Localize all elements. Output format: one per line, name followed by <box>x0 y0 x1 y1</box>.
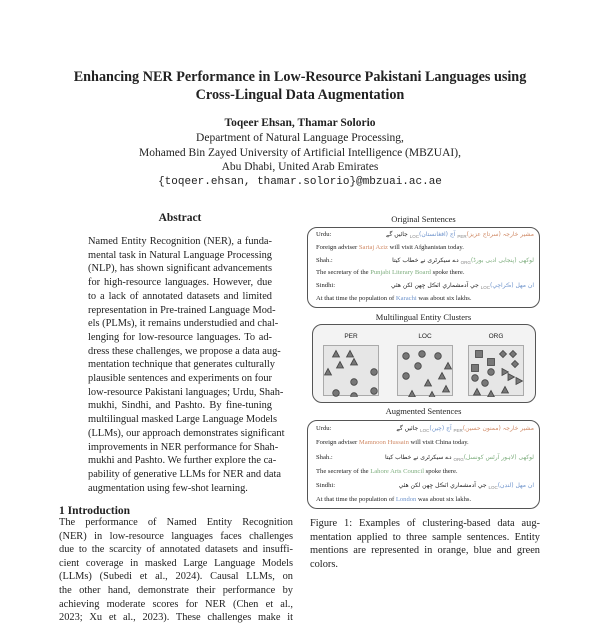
cluster-title-per: PER <box>344 333 358 340</box>
cluster-point-triangle <box>502 387 509 394</box>
cluster-point-circle <box>403 373 410 380</box>
email: {toqeer.ehsan, thamar.solorio}@mbzuai.ac.ae <box>158 175 442 188</box>
cluster-point-triangle <box>425 380 432 387</box>
language-label: Sindhi: <box>316 282 336 289</box>
cluster-point-triangle <box>445 363 452 370</box>
paper-title <box>40 68 560 104</box>
language-label: Shah.: <box>316 453 333 461</box>
cluster-point-triangle <box>409 391 416 398</box>
cluster-org <box>468 345 524 396</box>
abstract-line: improvements in NER performance for Shah- <box>88 441 279 453</box>
cluster-point-square <box>476 351 483 358</box>
source-sentence <box>316 425 534 435</box>
cluster-point-triangle <box>443 386 450 393</box>
figure-caption-line: colors. <box>310 558 338 570</box>
abstract-line: augmentation using few-shot learning. <box>88 482 248 494</box>
entity-mention-english: Punjabi Literary Board <box>370 269 431 277</box>
abstract-line: mukhi, Sindhi, and Pashto. By fine-tuning <box>88 400 272 412</box>
abstract-line: (NLP), has shown significant advancements <box>88 263 272 275</box>
english-translation <box>316 468 534 475</box>
cluster-point-diamond <box>512 361 519 368</box>
abstract-line: els (PLMs), it remains understudied and chal- <box>88 318 279 330</box>
native-sentence <box>385 454 534 462</box>
abstract-line: dress these challenges, we propose a data aug- <box>88 345 281 357</box>
abstract-line: multilingual masked Large Language Models <box>88 414 278 426</box>
entity-tag: ORG <box>460 259 471 265</box>
entity-mention-english: Lahore Arts Council <box>370 467 425 475</box>
cluster-point-circle <box>403 353 410 360</box>
intro-line: due to the scarcity of annotated datasets and insuffi- <box>59 544 293 556</box>
translation-text: The secretary of the <box>316 269 371 277</box>
cluster-point-triangle <box>325 369 332 376</box>
intro-line: the other hand, demonstrate their performance by <box>59 585 293 596</box>
source-sentence <box>316 454 534 464</box>
entity-mention: لوکھی (پنجابی ادبی بورڈ) <box>470 256 534 264</box>
cluster-point-square <box>488 359 495 366</box>
figure-caption-line: Figure 1: Examples of clustering-based data aug- <box>310 518 540 529</box>
intro-line: (LLMs) (Subedi et al., 2024). Causal LLMs, on <box>59 571 293 583</box>
title-line: Cross-Lingual Data Augmentation <box>195 87 405 103</box>
affiliation <box>40 131 560 189</box>
cluster-point-circle <box>472 375 479 382</box>
entity-tag: LOC <box>420 428 430 434</box>
section-heading-introduction: 1 Introduction <box>59 505 131 517</box>
cluster-point-triangle <box>333 351 340 358</box>
cluster-point-diamond <box>500 351 507 358</box>
native-sentence <box>391 282 534 290</box>
sentence-fragment: آج (چین) <box>429 425 454 432</box>
cluster-point-circle <box>371 388 378 395</box>
affiliation-line: Department of Natural Language Processing, <box>196 132 404 144</box>
sentence-fragment: جائیں گے <box>396 425 421 432</box>
cluster-title-org: ORG <box>488 333 504 340</box>
cluster-point-circle <box>351 393 358 397</box>
language-label: Shah.: <box>316 256 333 264</box>
native-sentence <box>399 482 534 490</box>
entity-tag: PER <box>457 234 467 240</box>
cluster-point-triangle <box>516 378 523 385</box>
entity-mention: مشیر خارجہ (ممنون حسین) <box>462 425 534 432</box>
augmented-sentences-label: Augmented Sentences <box>385 406 462 416</box>
abstract-line: low-resource Pakistani languages; Urdu, Shah- <box>88 386 284 398</box>
sentence-fragment: جي آدمشماري اٽڪل ڇهن لکن هئي <box>398 482 489 489</box>
entity-mention: ان مهل (ڪراچي) <box>490 282 534 289</box>
translation-text: will visit Afghanistan today. <box>387 243 464 251</box>
sentence-fragment: جائیں گے <box>385 231 410 238</box>
translation-text: Foreign adviser <box>316 243 359 251</box>
cluster-point-triangle <box>351 359 358 366</box>
source-sentence <box>316 282 534 292</box>
cluster-point-square <box>472 365 479 372</box>
abstract-line: representation in Pre-trained Language Mod- <box>88 304 276 316</box>
cluster-point-circle <box>351 379 358 386</box>
abstract-line: to a lack of annotated datasets and limited <box>88 290 272 302</box>
cluster-point-circle <box>488 369 495 376</box>
cluster-title-loc: LOC <box>418 333 432 340</box>
entity-mention-english: London <box>395 496 417 504</box>
english-translation <box>316 295 534 302</box>
entity-mention: لوکھی (لاہور آرٹس کونسل) <box>463 453 534 461</box>
title-line: Enhancing NER Performance in Low-Resource Pakistani Languages using <box>73 69 527 85</box>
clusters-label: Multilingual Entity Clusters <box>375 312 472 322</box>
intro-line: 2023; Xu et al., 2023). These challenges make it <box>59 612 293 624</box>
language-label: Urdu: <box>316 231 332 238</box>
cluster-point-circle <box>435 353 442 360</box>
cluster-point-triangle <box>502 369 509 376</box>
affiliation-line: Abu Dhabi, United Arab Emirates <box>221 161 379 174</box>
cluster-point-triangle <box>347 351 354 358</box>
translation-text: At that time the population of <box>316 294 396 302</box>
source-sentence <box>316 482 534 492</box>
cluster-point-triangle <box>488 391 495 398</box>
abstract-line: mukhi and Pashto. We further explore the ca- <box>88 455 277 467</box>
intro-line: cient coverage in masked Large Language Models <box>59 557 293 569</box>
entity-tag: ORG <box>453 456 464 462</box>
figure-caption-line: mentation applied to three sample sentences. Entity <box>310 531 540 543</box>
translation-text: spoke there. <box>424 467 458 475</box>
cluster-point-circle <box>371 369 378 376</box>
intro-line: The performance of Named Entity Recognition <box>59 517 293 528</box>
entity-tag: PER <box>453 428 463 434</box>
entity-tag: LOC <box>488 485 498 491</box>
native-sentence <box>386 231 534 239</box>
abstract-line: mentation technique that generates culturally <box>88 359 275 371</box>
abstract-line: Named Entity Recognition (NER), a funda- <box>88 236 272 247</box>
intro-line: achieving moderate scores for NER (Chen et al., <box>59 598 293 610</box>
language-label: Urdu: <box>316 425 332 432</box>
abstract-line: for high-resource languages. However, due <box>88 277 272 289</box>
language-label: Sindhi: <box>316 482 336 489</box>
cluster-point-triangle <box>337 362 344 369</box>
cluster-point-circle <box>415 363 422 370</box>
abstract-line: mental task in Natural Language Processing <box>88 249 272 261</box>
translation-text: spoke there. <box>430 269 465 277</box>
sentence-fragment: آج (افغانستان) <box>419 231 458 238</box>
cluster-point-triangle <box>429 392 436 398</box>
translation-text: At that time the population of <box>316 496 396 504</box>
cluster-point-circle <box>482 380 489 387</box>
entity-mention: مشیر خارجہ (سرتاج عزیز) <box>466 231 534 238</box>
cluster-point-triangle <box>474 389 481 396</box>
original-sentences-label: Original Sentences <box>391 214 456 224</box>
entity-tag: LOC <box>409 234 420 240</box>
entity-mention-english: Sartaj Aziz <box>358 243 388 251</box>
entity-mention: ان مهل (لنڊن) <box>497 482 534 489</box>
translation-text: was about six lakhs. <box>416 294 472 302</box>
native-sentence <box>396 425 534 433</box>
translation-text: will visit China today. <box>408 439 469 447</box>
english-translation <box>316 269 534 276</box>
cluster-loc <box>397 345 453 396</box>
sentence-fragment: دے سیکرٹری نے خطاب کیتا <box>384 453 454 461</box>
cluster-point-triangle <box>439 373 446 380</box>
english-translation <box>316 439 534 446</box>
entity-mention-english: Karachi <box>395 294 417 302</box>
abstract-heading: Abstract <box>158 212 202 224</box>
entity-tag: LOC <box>480 285 490 291</box>
english-translation <box>316 496 534 503</box>
figure-caption-line: mentions are represented in orange, blue and green <box>310 545 540 557</box>
entity-mention-english: Mamnoon Hussain <box>358 439 409 447</box>
abstract-line: pability of generative LLMs for NER and data <box>88 468 282 480</box>
abstract-line: (LLMs), our approach demonstrates significant <box>88 427 285 439</box>
translation-text: Foreign adviser <box>316 439 359 447</box>
abstract-line: lenging for low-resource languages. To ad- <box>88 331 272 343</box>
english-translation <box>316 244 534 251</box>
cluster-point-circle <box>419 351 426 358</box>
sentence-fragment: دے سیکرٹری نے خطاب کیتا <box>392 256 461 264</box>
source-sentence <box>316 257 534 267</box>
cluster-point-diamond <box>510 351 517 358</box>
affiliation-line: Mohamed Bin Zayed University of Artificial Intelligence (MBZUAI), <box>139 146 461 159</box>
cluster-point-triangle <box>508 374 515 381</box>
translation-text: was about six lakhs. <box>416 496 472 504</box>
abstract-line: plausible sentences and experiments on four <box>88 373 272 384</box>
authors: Toqeer Ehsan, Thamar Solorio <box>224 117 376 129</box>
translation-text: The secretary of the <box>316 467 371 475</box>
native-sentence <box>392 257 534 265</box>
cluster-point-circle <box>333 390 340 397</box>
intro-line: (NER) in low-resource languages faces challenges <box>59 530 293 542</box>
source-sentence <box>316 231 534 241</box>
sentence-fragment: جي آدمشماري اٽڪل ڇهن لکن هئي <box>390 282 481 289</box>
cluster-per <box>323 345 379 396</box>
